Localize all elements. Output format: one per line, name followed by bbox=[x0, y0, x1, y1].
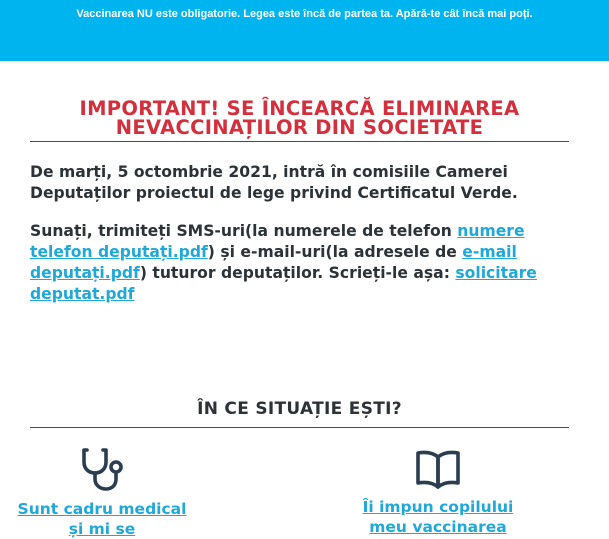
intro-paragraph: De marți, 5 octombrie 2021, intră în comisiile Camerei Deputaților proiectul de lege privind Certificatul Verde. bbox=[30, 163, 518, 202]
request-template-link[interactable]: solicitare deputat.pdf bbox=[30, 264, 537, 303]
section-title: ÎN CE SITUAȚIE EȘTI? bbox=[197, 399, 402, 419]
child-card[interactable] bbox=[348, 447, 528, 537]
divider bbox=[30, 141, 569, 142]
phone-numbers-link[interactable]: numere telefon deputați.pdf bbox=[30, 222, 525, 261]
banner-text: Vaccinarea NU este obligatorie. Legea este încă de partea ta. Apără-te cât încă mai poți. bbox=[76, 8, 533, 20]
top-banner bbox=[0, 0, 609, 61]
child-card-link[interactable]: Îi impun copilului meu vaccinarea bbox=[362, 498, 514, 536]
medical-card-link[interactable]: Sunt cadru medical și mi se bbox=[17, 500, 187, 538]
cta-text-1: Sunați, trimiteți SMS-uri(la numerele de telefon bbox=[30, 222, 458, 240]
email-addresses-link[interactable]: e-mail deputați.pdf bbox=[30, 243, 517, 282]
cta-text-2: ) și e-mail-uri(la adresele de bbox=[207, 243, 463, 261]
book-icon bbox=[415, 447, 461, 491]
stethoscope-icon bbox=[78, 445, 126, 493]
call-to-action-paragraph bbox=[30, 221, 575, 305]
cta-text-3: ) tuturor deputaților. Scrieți-le așa: bbox=[139, 264, 456, 282]
medical-card[interactable] bbox=[12, 445, 192, 539]
section-divider bbox=[30, 427, 569, 428]
alert-title: IMPORTANT! SE ÎNCEARCĂ ELIMINAREA NEVACCINAȚILOR DIN SOCIETATE bbox=[79, 97, 520, 139]
